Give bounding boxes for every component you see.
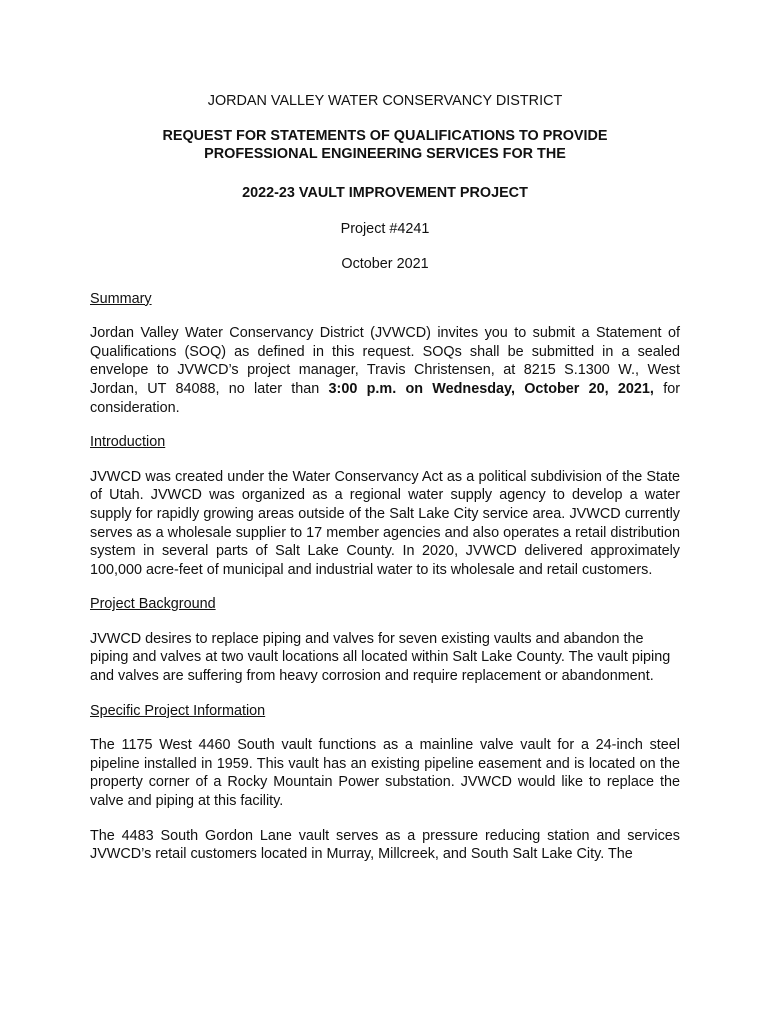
specific-info-paragraph-2: The 4483 South Gordon Lane vault serves as a pressure reducing station and services JVWCD’s retail customers located in Murray, Millcreek, and South Salt Lake City. The (90, 827, 680, 863)
project-background-paragraph: JVWCD desires to replace piping and valves for seven existing vaults and abandon the piping and valves at two vault locations all located within Salt Lake County. The vault piping and valves are suffering from heavy corrosion and require replacement or abandonment. (90, 630, 671, 685)
project-number: Project #4241 (340, 221, 430, 238)
introduction-heading: Introduction (90, 434, 166, 451)
introduction-paragraph: JVWCD was created under the Water Conservancy Act as a political subdivision of the State of Utah. JVWCD was organized as a regional water supply agency to develop a water supply for rapidly growing areas outside of the Salt Lake City service area. JVWCD currently serves as a wholesale supplier to 17 member agencies and also operates a retail distribution system in several parts of Salt Lake County. In 2020, JVWCD delivered approximately 100,000 acre-feet of municipal and industrial water to its wholesale and retail customers. (90, 468, 680, 578)
organization-name: JORDAN VALLEY WATER CONSERVANCY DISTRICT (207, 93, 563, 109)
rfq-title (90, 127, 680, 164)
rfq-title-line-1: REQUEST FOR STATEMENTS OF QUALIFICATIONS TO PROVIDE (162, 127, 608, 144)
document-page (90, 92, 680, 880)
project-title: 2022-23 VAULT IMPROVEMENT PROJECT (242, 184, 528, 201)
summary-text-after: for consideration. (90, 380, 680, 416)
specific-info-paragraph-1: The 1175 West 4460 South vault functions as a mainline valve vault for a 24-inch steel pipeline installed in 1959. This vault has an existing pipeline easement and is located on the property corner of a Rocky Mountain Power substation. JVWCD would like to replace the valve and piping at this facility. (90, 737, 680, 810)
summary-deadline: 3:00 p.m. on Wednesday, October 20, 2021, (328, 380, 654, 397)
summary-heading: Summary (90, 290, 152, 307)
specific-project-information-heading: Specific Project Information (90, 702, 266, 719)
summary-text-before: Jordan Valley Water Conservancy District (JVWCD) invites you to submit a Statement of Qualifications (SOQ) as defined in this request. SOQs shall be submitted in a sealed envelope to JVWCD’s project manager, Travis Christensen, at 8215 S.1300 W., West Jordan, UT 84088, no later than (90, 325, 680, 397)
document-date: October 2021 (341, 255, 429, 272)
project-background-heading: Project Background (90, 596, 216, 613)
rfq-title-line-2: PROFESSIONAL ENGINEERING SERVICES FOR THE (204, 146, 566, 163)
summary-paragraph (90, 324, 680, 417)
